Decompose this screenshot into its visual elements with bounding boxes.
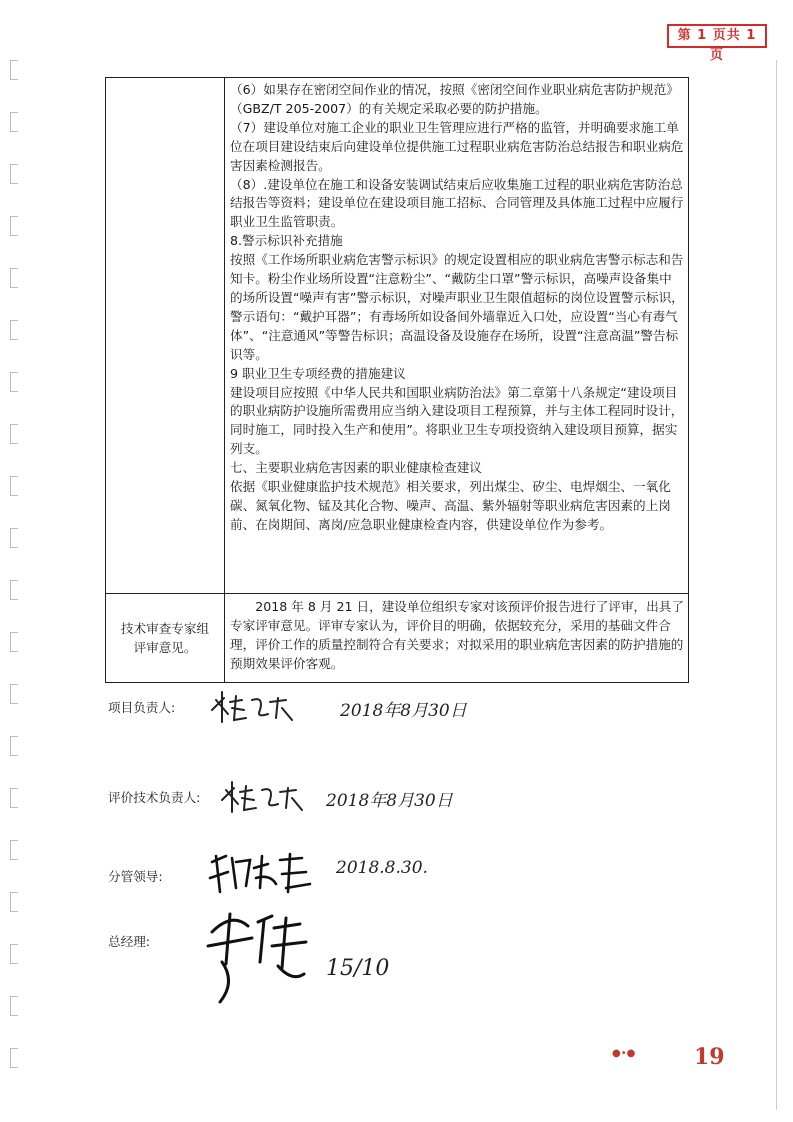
paragraph-6: （6）如果存在密闭空间作业的情况，按照《密闭空间作业职业病危害防护规范》（GBZ/T 205-2007）的有关规定采取必要的防护措施。: [230, 82, 679, 116]
measures-content: [230, 81, 684, 535]
table-row-review: [106, 594, 688, 682]
heading-funding: 9 职业卫生专项经费的措施建议: [230, 365, 406, 381]
page-stamp: 第 1 页共 1 页: [667, 24, 767, 48]
project-lead-signature: [208, 688, 298, 728]
table-row-measures: [106, 78, 688, 594]
page-number: [612, 1044, 725, 1070]
paragraph-8: （8）.建设单位在施工和设备安装调试结束后应收集施工过程的职业病危害防治总结报告等资料；建设单位在建设项目施工招标、合同管理及具体施工过程中应履行职业卫生监管职责。: [230, 176, 684, 230]
review-label: 技术审查专家组评审意见。: [120, 621, 210, 655]
supervisor-signature: [206, 848, 316, 898]
page-edge: [776, 60, 777, 1110]
gm-label: 总经理:: [108, 934, 151, 949]
paragraph-health-check: 依据《职业健康监护技术规范》相关要求，列出煤尘、矽尘、电焊烟尘、一氧化碳、氮氧化物、锰及其化合物、噪声、高温、紫外辐射等职业病危害因素的上岗前、在岗期间、离岗/应急职业健康检查内容，供建设单位作为参考。: [230, 479, 671, 532]
tech-lead-date: 2018年8月30日: [326, 791, 453, 811]
gm-signature: [202, 902, 312, 1010]
project-lead-date: 2018年8月30日: [340, 701, 467, 721]
heading-health-check: 七、主要职业病危害因素的职业健康检查建议: [230, 460, 482, 476]
document-table: [105, 77, 689, 683]
paragraph-funding: 建设项目应按照《中华人民共和国职业病防治法》第二章第十八条规定“建设项目的职业病防护设施所需费用应当纳入建设项目工程预算，并与主体工程同时设计，同时施工，同时投入生产和使用”。将职业卫生专项投资纳入建设项目预算，据实列支。: [230, 384, 684, 457]
tech-lead-label: 评价技术负责人:: [108, 790, 201, 805]
tech-lead-signature: [218, 778, 308, 818]
review-opinion: 2018 年 8 月 21 日，建设单位组织专家对该预评价报告进行了评审，出具了专家评审意见。评审专家认为，评价目的明确，依据较充分，采用的基础文件合理，评价工作的质量控制符合有关要求；对拟采用的职业病危害因素的防护措施的预期效果评价客观。: [230, 599, 684, 671]
heading-warning-signs: 8.警示标识补充措施: [230, 233, 343, 249]
gm-date: 15/10: [326, 956, 390, 981]
paragraph-warning-signs: 按照《工作场所职业病危害警示标识》的规定设置相应的职业病危害警示标志和告知卡。粉尘作业场所设置“注意粉尘”、“戴防尘口罩”警示标识，高噪声设备集中的场所设置“噪声有害”警示标识，对噪声职业卫生限值超标的岗位设置警示标识，警示语句：“戴护耳器”；有毒场所如设备间外墙靠近入口处，应设置“当心有毒气体”、“注意通风”等警告标识；高温设备及设施存在场所，设置“注意高温”警告标识等。: [230, 252, 684, 362]
page-number-text: 19: [694, 1044, 725, 1070]
review-label-cell: [106, 594, 224, 682]
binding-marks: [6, 60, 24, 1100]
supervisor-date: 2018.8.30.: [336, 858, 428, 878]
ink-dots: ●•●: [612, 1048, 636, 1059]
supervisor-label: 分管领导:: [108, 869, 163, 884]
paragraph-7: （7）建设单位对施工企业的职业卫生管理应进行严格的监管，并明确要求施工单位在项目建设结束后向建设单位提供施工过程职业病危害防治总结报告和职业病危害因素检测报告。: [230, 119, 684, 173]
project-lead-label: 项目负责人:: [108, 700, 176, 715]
